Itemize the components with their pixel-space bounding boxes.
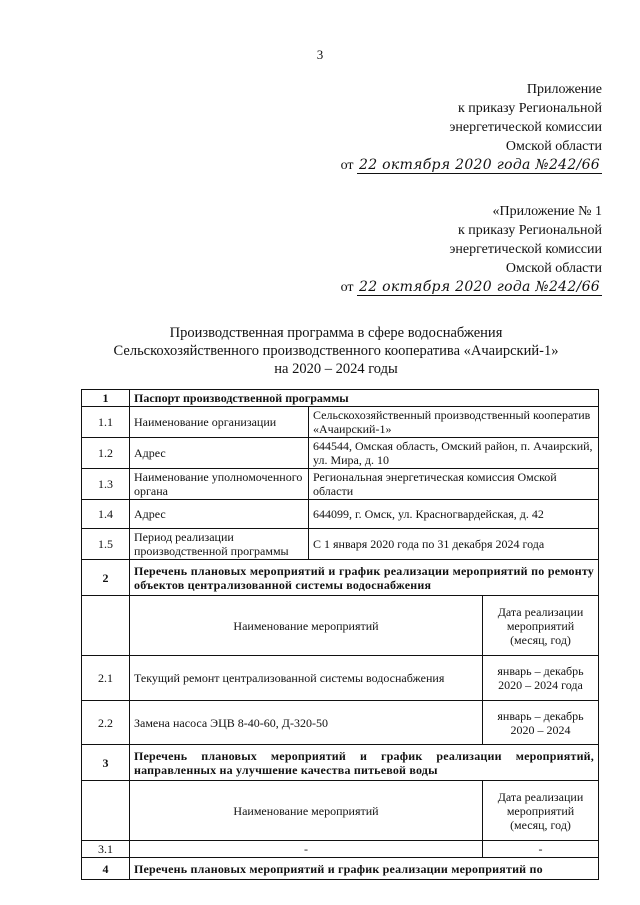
order-prefix: от: [340, 280, 354, 295]
row-number: 2.1: [82, 656, 130, 701]
row-number: 1.5: [82, 529, 130, 560]
section-number: 2: [82, 560, 130, 596]
order-date-line: [341, 278, 602, 297]
row-number: 2.2: [82, 701, 130, 745]
appendix-line: энергетической комиссии: [449, 120, 602, 135]
appendix-line: Омской области: [505, 139, 602, 154]
row-label: Адрес: [130, 438, 309, 469]
column-header-date: Дата реализации мероприятий (месяц, год): [483, 596, 599, 656]
column-header-name: Наименование мероприятий: [130, 781, 483, 841]
order-prefix: от: [340, 158, 354, 173]
order-date-line: [341, 156, 602, 175]
row-number: 1.4: [82, 500, 130, 529]
table-header-row: [82, 781, 599, 841]
appendix-line: энергетической комиссии: [449, 242, 602, 257]
row-date: январь – декабрь 2020 – 2024 года: [483, 656, 599, 701]
table-row: [82, 469, 599, 500]
section-number: 1: [82, 390, 130, 407]
table-row: [82, 701, 599, 745]
row-value: Региональная энергетическая комиссия Омской области: [309, 469, 599, 500]
row-value: 644544, Омская область, Омский район, п. Ачаирский, ул. Мира, д. 10: [309, 438, 599, 469]
section-row: [82, 745, 599, 781]
row-number: 1.2: [82, 438, 130, 469]
section-row: [82, 390, 599, 407]
section-title: Паспорт производственной программы: [130, 390, 599, 407]
appendix-line: к приказу Региональной: [457, 101, 602, 116]
production-program-table: [81, 389, 599, 880]
title-line: Сельскохозяйственного производственного кооператива «Ачаирский-1»: [113, 343, 559, 359]
table-row: [82, 407, 599, 438]
column-header-date: Дата реализации мероприятий (месяц, год): [483, 781, 599, 841]
row-value: С 1 января 2020 года по 31 декабря 2024 года: [309, 529, 599, 560]
title-line: Производственная программа в сфере водоснабжения: [169, 325, 503, 341]
row-label: Период реализации производственной программы: [130, 529, 309, 560]
row-date: -: [483, 841, 599, 858]
title-line: на 2020 – 2024 годы: [274, 361, 398, 377]
row-name: Замена насоса ЭЦВ 8-40-60, Д-320-50: [130, 701, 483, 745]
row-name: -: [130, 841, 483, 858]
appendix-line: Приложение: [526, 82, 602, 97]
page-number: 3: [316, 47, 324, 62]
appendix-line: «Приложение № 1: [492, 204, 602, 219]
appendix-1-block: [341, 202, 602, 297]
handwritten-order-number: 22 октября 2020 года №242/66: [359, 157, 600, 173]
section-row: [82, 858, 599, 880]
row-label: Наименование организации: [130, 407, 309, 438]
appendix-line: к приказу Региональной: [457, 223, 602, 238]
handwritten-order-number: 22 октября 2020 года №242/66: [359, 279, 600, 295]
row-label: Адрес: [130, 500, 309, 529]
row-value: Сельскохозяйственный производственный кооператив «Ачаирский-1»: [309, 407, 599, 438]
table-header-row: [82, 596, 599, 656]
document-title: [0, 324, 640, 378]
row-date: январь – декабрь 2020 – 2024: [483, 701, 599, 745]
row-name: Текущий ремонт централизованной системы водоснабжения: [130, 656, 483, 701]
section-title: Перечень плановых мероприятий и график реализации мероприятий по: [130, 858, 599, 880]
row-number: 1.3: [82, 469, 130, 500]
table-row: [82, 500, 599, 529]
row-value: 644099, г. Омск, ул. Красногвардейская, д. 42: [309, 500, 599, 529]
appendix-order-block: [341, 80, 602, 175]
row-number: 3.1: [82, 841, 130, 858]
table-row: [82, 841, 599, 858]
row-label: Наименование уполномоченного органа: [130, 469, 309, 500]
table-row: [82, 438, 599, 469]
section-number: 4: [82, 858, 130, 880]
section-title: Перечень плановых мероприятий и график реализации мероприятий, направленных на улучшение качества питьевой воды: [130, 745, 599, 781]
appendix-line: Омской области: [505, 261, 602, 276]
table-row: [82, 656, 599, 701]
row-number: 1.1: [82, 407, 130, 438]
section-title: Перечень плановых мероприятий и график реализации мероприятий по ремонту объектов централизованной системы водоснабжения: [130, 560, 599, 596]
table-row: [82, 529, 599, 560]
column-header-name: Наименование мероприятий: [130, 596, 483, 656]
section-row: [82, 560, 599, 596]
section-number: 3: [82, 745, 130, 781]
